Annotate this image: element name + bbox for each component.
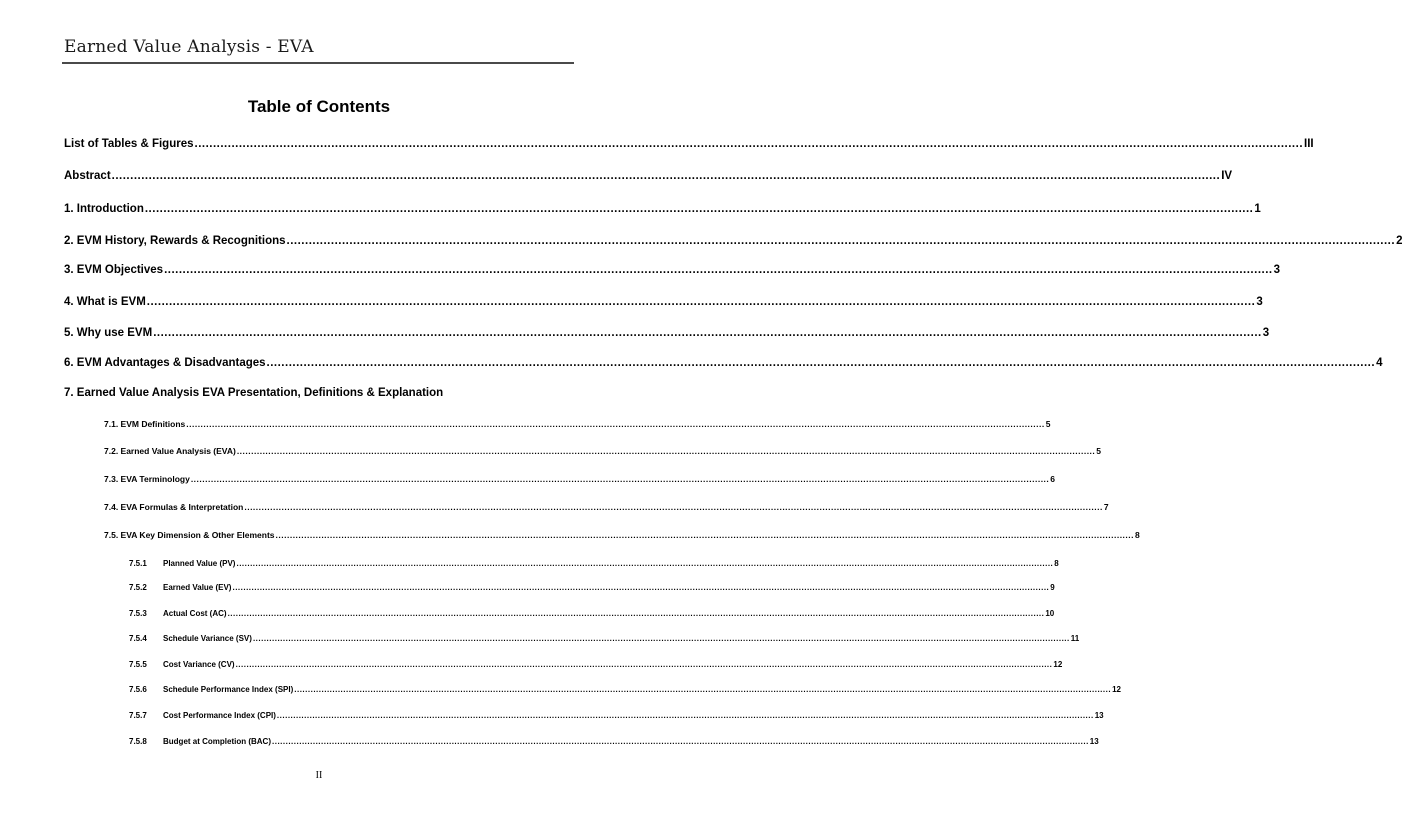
- toc-entry-page: 12: [1053, 660, 1063, 669]
- toc-entry-text: Earned Value (EV): [163, 583, 232, 592]
- toc-sub-sub-entry[interactable]: [129, 737, 1099, 746]
- toc-title: Table of Contents: [247, 97, 391, 116]
- toc-entry-page: 7: [1103, 502, 1109, 512]
- toc-leader: ............................................................................................................................................................................................................................................................................................................: [146, 296, 1256, 308]
- toc-entry-page: 12: [1112, 685, 1121, 694]
- toc-entry-number: 7.5.4: [129, 634, 147, 643]
- toc-leader: ............................................................................................................................................................................................................................................................................................................: [286, 235, 1396, 247]
- toc-entry-text: 4. What is EVM: [64, 296, 146, 308]
- toc-entry-page: III: [1304, 138, 1314, 150]
- toc-entry-page: 13: [1094, 711, 1104, 720]
- toc-entry[interactable]: [64, 327, 1270, 339]
- toc-entry-text: 1. Introduction: [64, 203, 144, 215]
- toc-sub-sub-entry[interactable]: [129, 583, 1055, 592]
- toc-leader: ............................................................................................................................................................................................................................................................................................................: [227, 609, 1045, 618]
- toc-entry-page: 10: [1045, 609, 1055, 618]
- toc-entry[interactable]: [64, 264, 1281, 276]
- toc-entry-text: 2. EVM History, Rewards & Recognitions: [64, 235, 286, 247]
- toc-entry-number: 7.5.2: [129, 583, 147, 592]
- toc-entry-text: 7.3. EVA Terminology: [104, 474, 190, 484]
- toc-leader: ............................................................................................................................................................................................................................................................................................................: [252, 634, 1070, 643]
- toc-entry-text: Abstract: [64, 170, 111, 182]
- toc-leader: ............................................................................................................................................................................................................................................................................................................: [164, 264, 1273, 276]
- toc-leader: ............................................................................................................................................................................................................................................................................................................: [235, 660, 1053, 669]
- toc-entry-number: 7.5.8: [129, 737, 147, 746]
- toc-entry-page: 8: [1054, 559, 1059, 568]
- running-header-title: Earned Value Analysis - EVA: [64, 37, 314, 57]
- toc-entry-text: 7.2. Earned Value Analysis (EVA): [104, 446, 236, 456]
- toc-entry-number: 7.5.5: [129, 660, 147, 669]
- toc-entry-text: 7. Earned Value Analysis EVA Presentation, Definitions & Explanation: [64, 387, 444, 399]
- toc-sub-sub-entry[interactable]: [129, 685, 1121, 694]
- toc-entry-page: 3: [1273, 264, 1281, 276]
- toc-leader: ............................................................................................................................................................................................................................................................................................................: [236, 559, 1054, 568]
- toc-sub-sub-entry[interactable]: [129, 634, 1080, 643]
- toc-leader: ............................................................................................................................................................................................................................................................................................................: [294, 685, 1112, 694]
- toc-entry[interactable]: [64, 138, 1314, 150]
- toc-sub-sub-entry[interactable]: [129, 660, 1063, 669]
- toc-entry-page: 2: [1396, 235, 1402, 247]
- toc-sub-sub-entry[interactable]: [129, 609, 1055, 618]
- toc-entry-text: Schedule Performance Index (SPI): [163, 685, 294, 694]
- toc-entry-page: 9: [1050, 583, 1055, 592]
- header-rule: [62, 62, 574, 64]
- toc-sub-entry[interactable]: [104, 502, 1109, 512]
- toc-leader: ............................................................................................................................................................................................................................................................................................................: [236, 446, 1096, 456]
- toc-entry-page: 3: [1262, 327, 1270, 339]
- toc-sub-entry[interactable]: [104, 419, 1051, 429]
- toc-entry-page: 5: [1096, 446, 1102, 456]
- toc-leader: ............................................................................................................................................................................................................................................................................................................: [186, 419, 1045, 429]
- toc-entry-page: IV: [1221, 170, 1233, 182]
- toc-entry-text: Budget at Completion (BAC): [163, 737, 271, 746]
- toc-sub-entry[interactable]: [104, 474, 1056, 484]
- toc-leader: ............................................................................................................................................................................................................................................................................................................: [144, 203, 1254, 215]
- toc-sub-sub-entry[interactable]: [129, 559, 1059, 568]
- toc-entry-number: 7.5.3: [129, 609, 147, 618]
- toc-entry-number: 7.5.7: [129, 711, 147, 720]
- toc-entry[interactable]: [64, 357, 1383, 369]
- toc-entry[interactable]: [64, 170, 1233, 182]
- toc-entry-text: Cost Variance (CV): [163, 660, 235, 669]
- toc-sub-sub-entry[interactable]: [129, 711, 1104, 720]
- toc-leader: ............................................................................................................................................................................................................................................................................................................: [276, 711, 1094, 720]
- toc-entry[interactable]: [64, 387, 558, 399]
- toc-entry-text: 7.1. EVM Definitions: [104, 419, 186, 429]
- toc-entry-text: Actual Cost (AC): [163, 609, 227, 618]
- toc-entry-text: Cost Performance Index (CPI): [163, 711, 276, 720]
- toc-entry-text: 3. EVM Objectives: [64, 264, 164, 276]
- toc-entry-page: 4: [1376, 357, 1383, 369]
- toc-entry-text: 6. EVM Advantages & Disadvantages: [64, 357, 266, 369]
- toc-leader: ............................................................................................................................................................................................................................................................................................................: [190, 474, 1050, 484]
- toc-entry-page: 6: [1050, 474, 1056, 484]
- toc-entry-number: 7.5.6: [129, 685, 147, 694]
- toc-entry-text: Planned Value (PV): [163, 559, 236, 568]
- toc-entry-page: 8: [1135, 530, 1140, 540]
- toc-leader: ............................................................................................................................................................................................................................................................................................................: [111, 170, 1221, 182]
- toc-leader: ............................................................................................................................................................................................................................................................................................................: [244, 502, 1103, 512]
- toc-entry-text: Schedule Variance (SV): [163, 634, 252, 643]
- toc-entry-text: 5. Why use EVM: [64, 327, 153, 339]
- toc-entry-page: 13: [1089, 737, 1099, 746]
- toc-entry-page: 11: [1070, 634, 1080, 643]
- toc-sub-entry[interactable]: [104, 530, 1140, 540]
- toc-entry-number: 7.5.1: [129, 559, 147, 568]
- toc-entry[interactable]: [64, 235, 1402, 247]
- toc-leader: ............................................................................................................................................................................................................................................................................................................: [153, 327, 1262, 339]
- toc-entry[interactable]: [64, 203, 1261, 215]
- toc-sub-entry[interactable]: [104, 446, 1102, 456]
- toc-leader: ............................................................................................................................................................................................................................................................................................................: [266, 357, 1376, 369]
- toc-leader: ............................................................................................................................................................................................................................................................................................................: [272, 737, 1089, 746]
- page-number: II: [315, 770, 323, 781]
- toc-entry-page: 5: [1045, 419, 1051, 429]
- toc-entry-text: 7.5. EVA Key Dimension & Other Elements: [104, 530, 275, 540]
- toc-leader: ............................................................................................................................................................................................................................................................................................................: [232, 583, 1050, 592]
- toc-leader: ............................................................................................................................................................................................................................................................................................................: [275, 530, 1135, 540]
- toc-entry-text: List of Tables & Figures: [64, 138, 194, 150]
- toc-entry-page: 1: [1254, 203, 1261, 215]
- toc-leader: ............................................................................................................................................................................................................................................................................................................: [194, 138, 1304, 150]
- toc-entry-page: 3: [1256, 296, 1263, 308]
- toc-entry[interactable]: [64, 296, 1263, 308]
- toc-entry-text: 7.4. EVA Formulas & Interpretation: [104, 502, 244, 512]
